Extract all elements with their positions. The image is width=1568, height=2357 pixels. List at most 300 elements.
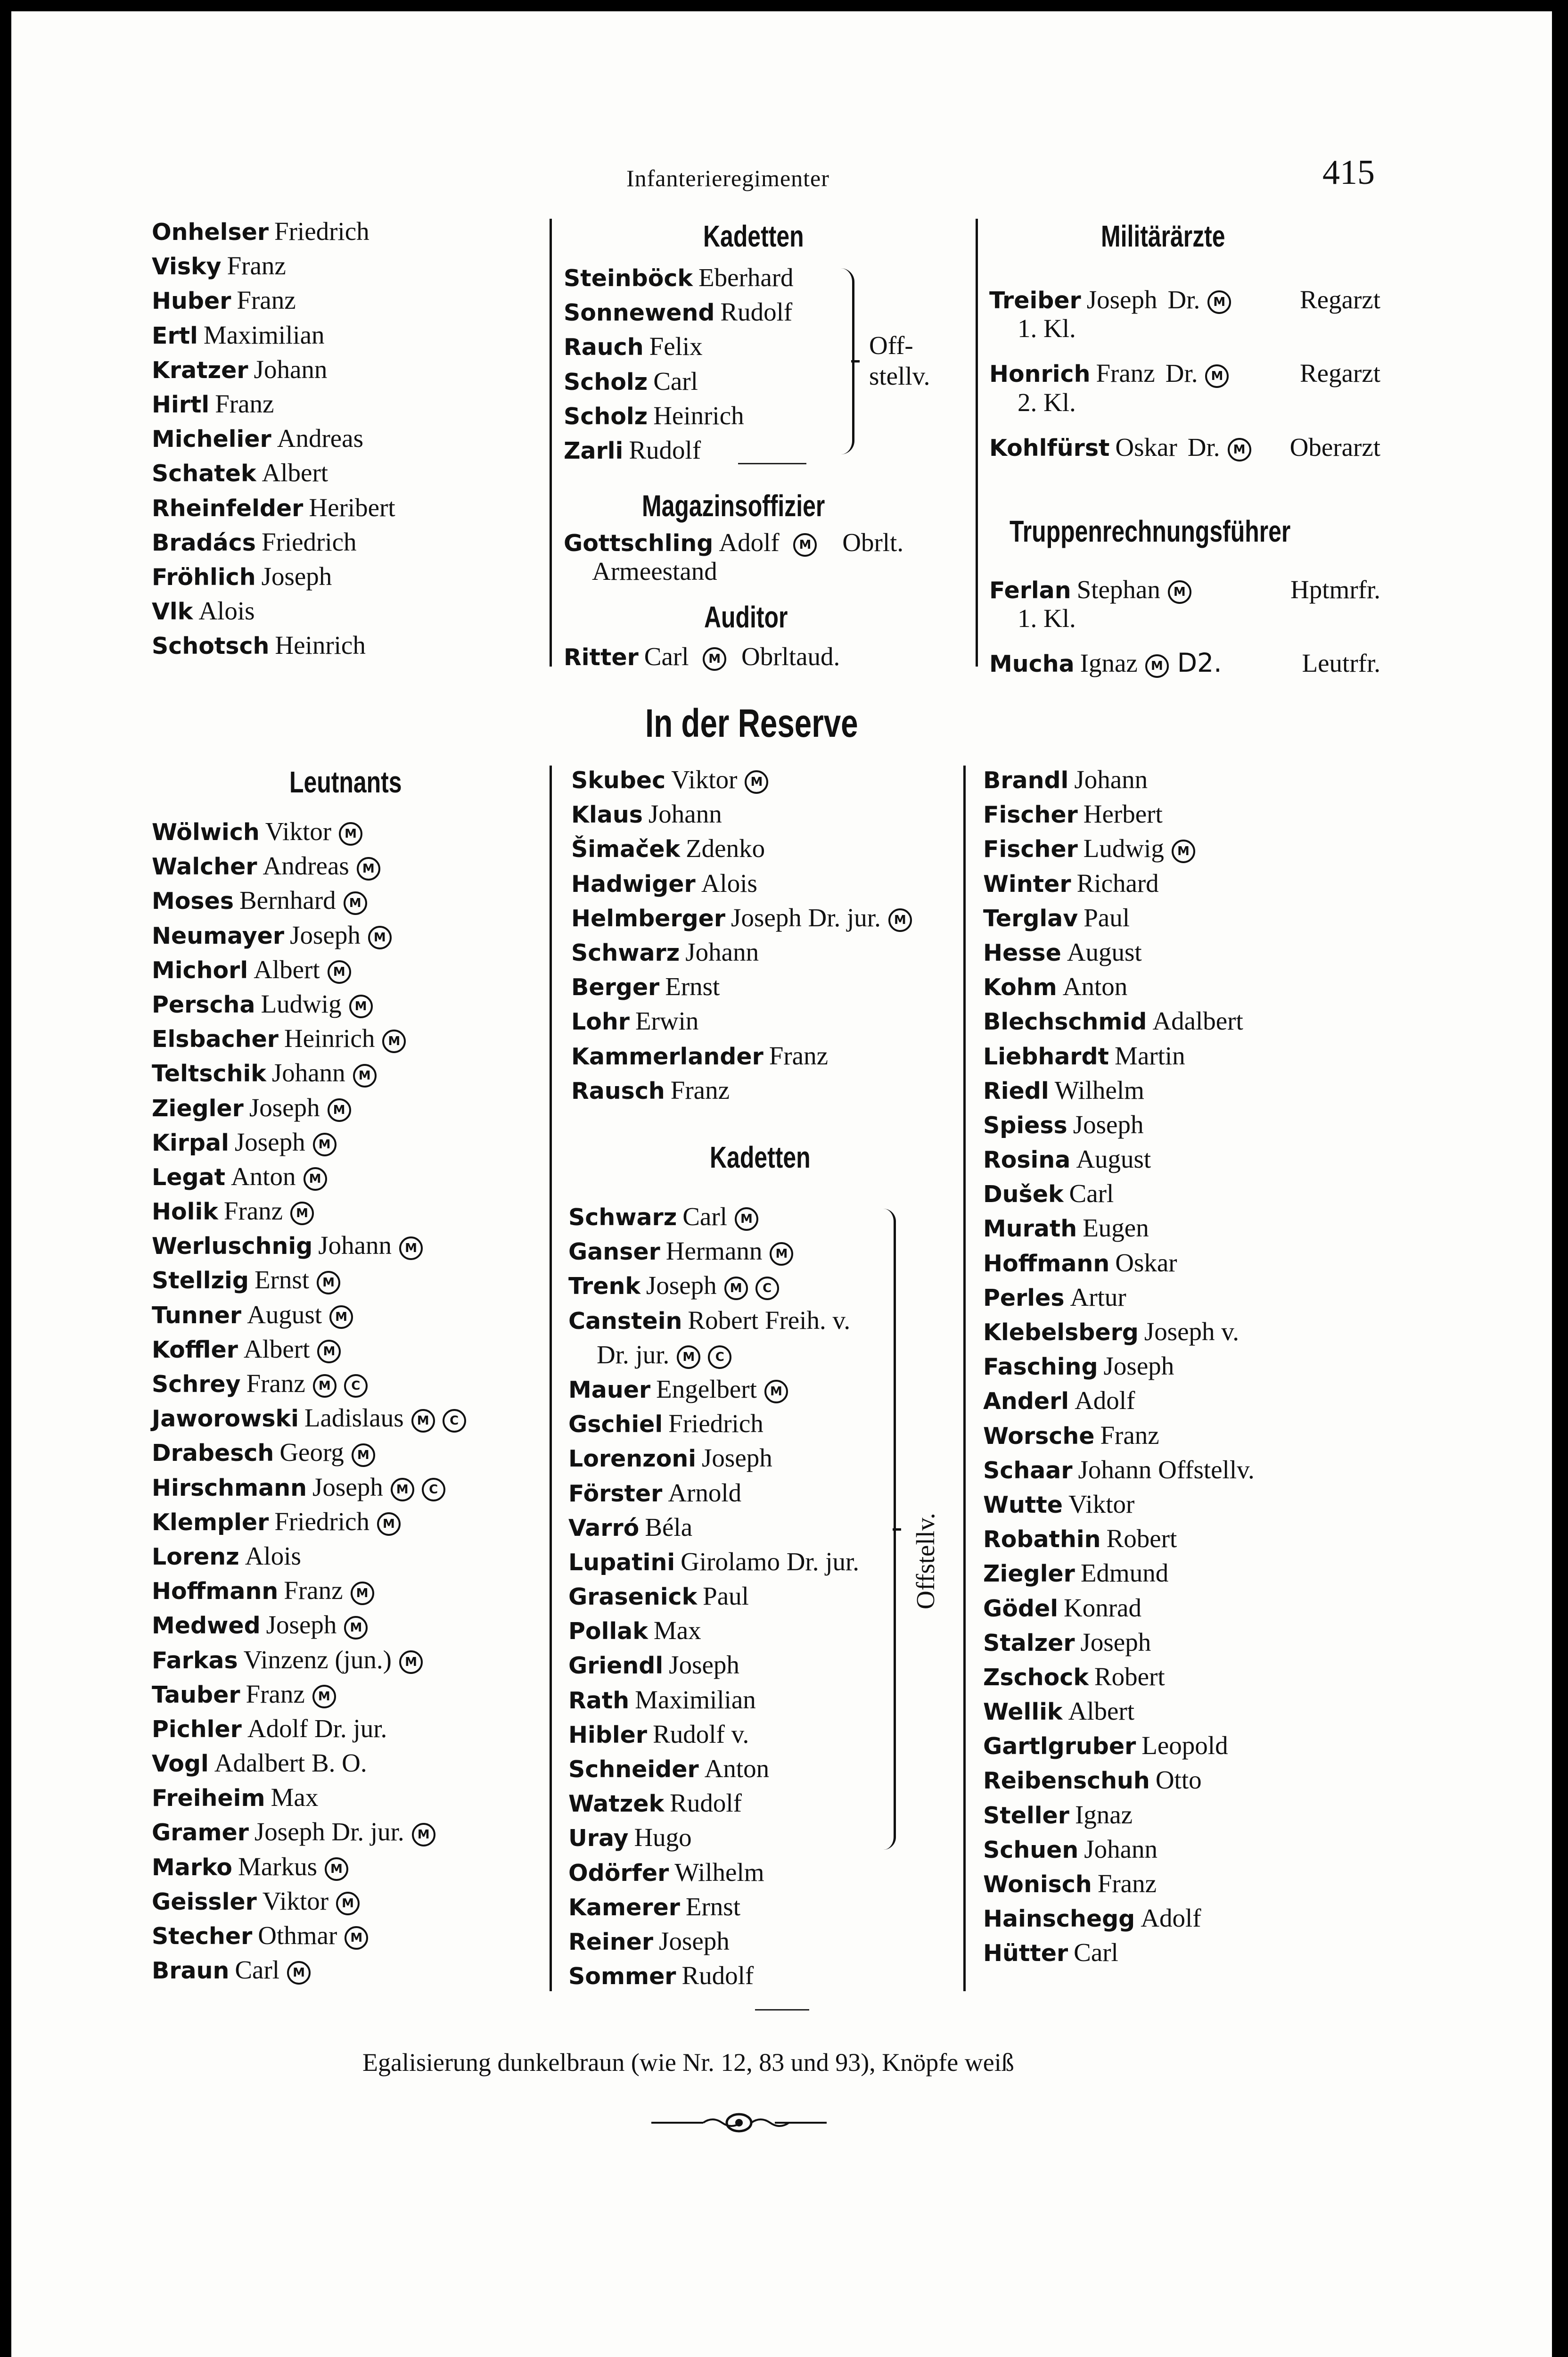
- surname: Reiner: [568, 1928, 654, 1955]
- surname: Klebelsberg: [983, 1319, 1139, 1346]
- given-name: Joseph: [659, 1926, 730, 1955]
- given-name: Erwin: [635, 1006, 699, 1036]
- surname: Fasching: [983, 1353, 1098, 1381]
- leutnant-row: [152, 1642, 466, 1677]
- given-name: Joseph v.: [1144, 1317, 1239, 1346]
- surname: Watzek: [568, 1790, 665, 1818]
- military-merit-icon: M: [336, 1892, 360, 1915]
- leutnant-row: [152, 1539, 466, 1573]
- military-merit-icon: M: [344, 1616, 368, 1640]
- given-name: Franz: [237, 286, 296, 315]
- military-merit-icon: M: [325, 1857, 348, 1881]
- given-name: Wilhelm: [674, 1857, 764, 1887]
- surname: Schotsch: [152, 633, 270, 660]
- rank-continuation: 2. Kl.: [1018, 387, 1076, 417]
- kadett-reserve-row: [568, 1579, 859, 1613]
- surname: Gartlgruber: [983, 1733, 1136, 1760]
- given-name: Stephan: [1076, 575, 1160, 604]
- reserve-row: [983, 1832, 1255, 1866]
- military-merit-icon: M: [1172, 840, 1195, 863]
- given-name: Heinrich: [653, 401, 744, 430]
- reserve-row: [983, 1452, 1255, 1487]
- surname: Ziegler: [152, 1095, 244, 1122]
- military-merit-icon: M: [677, 1345, 700, 1369]
- given-name: Arnold: [668, 1478, 742, 1507]
- military-merit-icon: M: [745, 770, 768, 794]
- surname: Mauer: [568, 1376, 651, 1403]
- surname: Braun: [152, 1957, 230, 1985]
- given-name: Hugo: [634, 1823, 692, 1852]
- reserve-row: [983, 762, 1255, 797]
- military-merit-icon: M: [703, 647, 726, 671]
- surname: Lorenz: [152, 1543, 239, 1570]
- military-merit-icon: M: [1207, 290, 1231, 314]
- given-name: Ludwig: [261, 989, 342, 1018]
- kadetten-top-list: [564, 260, 794, 467]
- kadett-reserve-row: [568, 1441, 859, 1475]
- officer-row: [152, 525, 395, 559]
- surname: Griendl: [568, 1652, 664, 1680]
- reserve-row: [571, 762, 912, 797]
- leutnant-row: [152, 918, 466, 952]
- surname: Schrey: [152, 1371, 241, 1398]
- reserve-row: [571, 831, 912, 865]
- crown-order-icon: C: [344, 1374, 368, 1398]
- surname: Berger: [571, 974, 660, 1001]
- given-name: Viktor: [671, 765, 738, 794]
- given-name: Bernhard: [239, 886, 336, 915]
- surname: Koffler: [152, 1336, 238, 1363]
- surname: Werluschnig: [152, 1233, 313, 1260]
- given-name: Maximilian: [203, 320, 325, 349]
- reserve-row: [571, 969, 912, 1004]
- surname: Förster: [568, 1480, 663, 1507]
- given-name: Joseph: [312, 1472, 383, 1501]
- surname: Odörfer: [568, 1859, 669, 1887]
- given-name: Rudolf v.: [653, 1719, 749, 1748]
- given-name: Joseph: [1073, 1110, 1144, 1139]
- military-merit-icon: M: [312, 1685, 336, 1708]
- leutnant-row: [152, 1055, 466, 1090]
- kadett-reserve-row: [568, 1510, 859, 1544]
- given-name: Oskar: [1115, 1248, 1177, 1277]
- given-name: Paul: [1084, 903, 1130, 932]
- military-merit-icon: M: [357, 857, 380, 881]
- kadett-row: [564, 295, 794, 329]
- surname: Ertl: [152, 322, 198, 349]
- surname: Hoffmann: [983, 1250, 1110, 1277]
- given-name: Ludwig: [1083, 834, 1164, 863]
- given-name: Robert: [1106, 1524, 1177, 1553]
- officer-row: [152, 283, 395, 317]
- leutnant-row: [152, 1262, 466, 1297]
- given-name: Zdenko: [686, 834, 765, 863]
- reserve-row: [983, 1487, 1255, 1521]
- surname: Huber: [152, 288, 231, 315]
- paper-sheet: [11, 11, 1552, 2357]
- column-rule-top-left: [550, 219, 552, 667]
- surname: Lupatini: [568, 1549, 675, 1576]
- military-merit-icon: M: [352, 1443, 375, 1467]
- surname: Schwarz: [571, 939, 680, 966]
- surname: Scholz: [564, 368, 648, 396]
- surname: Fischer: [983, 801, 1078, 829]
- military-merit-icon: M: [377, 1512, 401, 1536]
- surname: Scholz: [564, 403, 648, 430]
- column-rule-bottom-left: [550, 766, 552, 1991]
- military-merit-icon: M: [735, 1207, 758, 1231]
- surname: Michelier: [152, 426, 271, 453]
- given-name: Joseph: [1080, 1627, 1151, 1656]
- military-merit-icon: M: [411, 1409, 435, 1433]
- given-name: Franz: [215, 389, 274, 418]
- truppenrechnungsfuehrer-list: [989, 572, 1380, 681]
- given-name: Joseph: [266, 1610, 337, 1640]
- kadett-reserve-row: [568, 1717, 859, 1751]
- rank: Oberarzt: [1289, 432, 1380, 462]
- military-merit-icon: M: [1145, 654, 1169, 678]
- surname: Anderl: [983, 1388, 1069, 1415]
- given-name: Franz: [284, 1576, 343, 1605]
- surname: Vlk: [152, 598, 193, 626]
- given-name: Ignaz: [1080, 649, 1138, 678]
- given-name: Alois: [198, 596, 255, 626]
- given-name: Viktor: [262, 1886, 329, 1915]
- given-name: Max: [271, 1783, 319, 1812]
- given-name: Joseph: [234, 1127, 305, 1156]
- reserve-row: [983, 797, 1255, 831]
- leutnant-row: [152, 1366, 466, 1401]
- leutnant-row: [152, 1090, 466, 1125]
- surname: Mucha: [989, 651, 1075, 678]
- surname: Grasenick: [568, 1583, 698, 1611]
- surname: Kamerer: [568, 1894, 680, 1921]
- surname: Holik: [152, 1198, 218, 1226]
- given-name: Franz: [769, 1041, 829, 1070]
- leutnant-row: [152, 1435, 466, 1469]
- surname: Šimaček: [571, 836, 681, 863]
- ornament-icon: [651, 2111, 827, 2134]
- given-name: Carl: [644, 642, 689, 671]
- surname: Bradács: [152, 529, 256, 556]
- officer-row: [152, 421, 395, 455]
- reserve-row: [983, 935, 1255, 969]
- officer-row: [152, 318, 395, 352]
- kadetten-reserve-brace-label: Offstellv.: [911, 1513, 940, 1609]
- given-name: Andreas: [263, 851, 349, 881]
- kadett-reserve-row: [568, 1855, 859, 1889]
- surname: Kohm: [983, 974, 1057, 1001]
- surname: Zschock: [983, 1664, 1089, 1691]
- officer-row: [152, 352, 395, 387]
- egalisierung-note: Egalisierung dunkelbraun (wie Nr. 12, 83 und 93), Knöpfe weiß: [362, 2048, 1014, 2077]
- surname: Michorl: [152, 956, 248, 984]
- given-name: Johann Offstellv.: [1078, 1455, 1255, 1484]
- surname: Elsbacher: [152, 1026, 279, 1053]
- surname: Klaus: [571, 801, 643, 829]
- military-merit-icon: M: [339, 822, 362, 846]
- surname: Kirpal: [152, 1129, 229, 1156]
- surname: Vogl: [152, 1750, 209, 1778]
- militaeraerzte-heading: Militärärzte: [1101, 219, 1225, 253]
- surname: Visky: [152, 253, 222, 280]
- reserve-row: [983, 1418, 1255, 1452]
- reserve-row: [571, 1038, 912, 1073]
- brace-label-line-1: Off-: [869, 331, 913, 360]
- military-merit-icon: M: [1168, 580, 1191, 604]
- reserve-row: [983, 1556, 1255, 1590]
- given-name: Joseph: [702, 1443, 772, 1473]
- officer-row: [152, 628, 395, 662]
- reserve-row: [571, 1073, 912, 1107]
- running-title: Infanterieregimenter: [626, 165, 829, 191]
- leutnant-row: [152, 1780, 466, 1814]
- given-name: Franz: [1100, 1420, 1159, 1450]
- given-name: August: [1067, 937, 1142, 966]
- column-rule-bottom-right: [963, 766, 966, 1991]
- given-name: Ernst: [685, 1892, 740, 1921]
- given-name: Othmar: [258, 1921, 337, 1950]
- surname: Neumayer: [152, 922, 285, 949]
- surname: Hainschegg: [983, 1905, 1135, 1933]
- given-name: Friedrich: [274, 1507, 369, 1536]
- militaeraerzte-list: [989, 282, 1380, 464]
- kadett-row: [564, 364, 794, 398]
- kadett-reserve-row: [568, 1303, 859, 1337]
- surname: Hirtl: [152, 391, 210, 418]
- military-merit-icon: M: [724, 1277, 748, 1300]
- surname: Kammerlander: [571, 1043, 763, 1070]
- kadett-row: [564, 433, 794, 467]
- officer-row: [152, 455, 395, 490]
- surname: Drabesch: [152, 1440, 274, 1467]
- military-merit-icon: M: [382, 1030, 406, 1053]
- surname: Brandl: [983, 767, 1069, 794]
- kadett-reserve-row: [568, 1613, 859, 1648]
- given-name: Carl: [235, 1955, 280, 1985]
- kadett-reserve-row: [568, 1889, 859, 1924]
- surname: Skubec: [571, 767, 666, 794]
- leutnant-row: [152, 1504, 466, 1539]
- given-name: Joseph: [261, 561, 332, 591]
- military-merit-icon: M: [328, 960, 351, 984]
- surname: Trenk: [568, 1273, 640, 1300]
- reserve-row: [983, 1866, 1255, 1901]
- kadett-reserve-row: [568, 1234, 859, 1268]
- given-name: Joseph: [290, 920, 361, 949]
- given-name: Anton: [704, 1754, 770, 1783]
- leutnant-row: [152, 987, 466, 1021]
- given-name: Rudolf: [681, 1961, 754, 1990]
- military-merit-icon: M: [328, 1098, 351, 1122]
- given-name: Hermann: [665, 1236, 763, 1266]
- academic-title: Dr.: [1167, 285, 1200, 314]
- leutnant-row: [152, 1746, 466, 1780]
- surname: Kohlfürst: [989, 434, 1110, 462]
- given-name: Franz: [223, 1196, 283, 1226]
- officer-row: [152, 490, 395, 525]
- academic-title: Dr.: [1165, 359, 1198, 388]
- given-name: Franz: [246, 1679, 305, 1708]
- surname: Hibler: [568, 1721, 648, 1748]
- arzt-row: [989, 430, 1380, 464]
- reserve-row: [983, 1728, 1255, 1763]
- given-name: Max: [653, 1616, 701, 1645]
- given-name: Carl: [1074, 1938, 1118, 1967]
- leutnant-row: [152, 1607, 466, 1642]
- kadett-reserve-row: [568, 1475, 859, 1510]
- surname: Legat: [152, 1163, 226, 1191]
- truppenrechnungsfuehrer-heading: Truppenrechnungsführer: [1010, 514, 1291, 548]
- leutnant-row: [152, 1297, 466, 1332]
- reserve-row: [983, 1935, 1255, 1970]
- reserve-right-list: [983, 762, 1255, 1970]
- military-merit-icon: M: [290, 1202, 314, 1225]
- given-name: Ladislaus: [304, 1403, 404, 1433]
- reserve-row: [983, 831, 1255, 865]
- reserve-row: [983, 1038, 1255, 1073]
- kadett-reserve-row: [568, 1268, 859, 1302]
- given-name: Felix: [649, 332, 703, 361]
- leutnant-row: [152, 1470, 466, 1504]
- reserve-middle-list: [571, 762, 912, 1107]
- rank-continuation: 1. Kl.: [1018, 314, 1076, 343]
- kadetten-top-brace-tip: [851, 360, 860, 363]
- given-name: Artur: [1070, 1282, 1126, 1311]
- military-merit-icon: M: [345, 1926, 368, 1950]
- reserve-row: [983, 1521, 1255, 1556]
- military-merit-icon: M: [770, 1242, 793, 1266]
- surname: Gödel: [983, 1595, 1058, 1622]
- officer-row: [152, 559, 395, 593]
- kadett-reserve-row: [597, 1337, 859, 1372]
- given-name: Viktor: [1068, 1489, 1135, 1518]
- given-name: Franz: [246, 1369, 305, 1398]
- military-merit-icon: M: [344, 891, 367, 915]
- given-name: Maximilian: [635, 1685, 756, 1714]
- given-name: Adolf: [719, 528, 780, 557]
- kadett-reserve-row: [568, 1786, 859, 1820]
- leutnant-row: [152, 849, 466, 883]
- surname: Freiheim: [152, 1785, 265, 1812]
- reserve-row: [983, 1901, 1255, 1935]
- reserve-row: [983, 1073, 1255, 1107]
- given-name: Viktor: [265, 817, 332, 846]
- reserve-row: [571, 1004, 912, 1038]
- surname: Schaar: [983, 1457, 1073, 1484]
- given-name: Vinzenz (jun.): [243, 1645, 392, 1674]
- reserve-row: [983, 1591, 1255, 1625]
- surname: Fröhlich: [152, 563, 256, 591]
- given-name: Paul: [703, 1582, 749, 1611]
- surname: Hirschmann: [152, 1474, 307, 1501]
- given-name: Anton: [1062, 972, 1128, 1001]
- magazinsoffizier-entry: [564, 525, 903, 588]
- reserve-row: [983, 1659, 1255, 1694]
- military-merit-icon: M: [412, 1823, 435, 1846]
- surname: Canstein: [568, 1307, 682, 1335]
- surname: Wutte: [983, 1491, 1063, 1518]
- surname: Honrich: [989, 361, 1091, 388]
- officer-row: [152, 593, 395, 628]
- surname: Sommer: [568, 1963, 676, 1990]
- surname: Rauch: [564, 334, 644, 361]
- rank: Obrlt.: [842, 528, 904, 557]
- military-merit-icon: M: [351, 1582, 374, 1605]
- surname: Winter: [983, 870, 1071, 898]
- surname: Pollak: [568, 1618, 648, 1645]
- given-name: Johann: [1084, 1834, 1158, 1863]
- given-name: Konrad: [1064, 1593, 1141, 1622]
- surname: Helmberger: [571, 905, 726, 932]
- surname: Jaworowski: [152, 1405, 299, 1433]
- surname: Schatek: [152, 460, 256, 487]
- reserve-row: [983, 1694, 1255, 1728]
- leutnant-row: [152, 1711, 466, 1746]
- leutnants-list: [152, 814, 466, 1987]
- given-name: Eugen: [1083, 1213, 1149, 1243]
- surname: Moses: [152, 888, 234, 915]
- reserve-heading: In der Reserve: [645, 701, 858, 745]
- leutnant-row: [152, 1228, 466, 1262]
- surname: Treiber: [989, 287, 1081, 314]
- given-name: Franz: [1097, 1869, 1157, 1898]
- auditor-line: [564, 639, 840, 674]
- given-name: Eberhard: [698, 263, 794, 292]
- kadetten-top-rule: [738, 463, 806, 464]
- academic-title: Dr.: [1187, 432, 1220, 462]
- military-merit-icon: M: [1205, 364, 1229, 388]
- surname: Wölwich: [152, 819, 260, 846]
- given-name: Ernst: [254, 1265, 310, 1294]
- reserve-row: [983, 1245, 1255, 1280]
- surname: Gottschling: [564, 530, 714, 557]
- brace-label-line-2: stellv.: [869, 362, 930, 391]
- surname: Hesse: [983, 939, 1061, 966]
- kadett-reserve-row: [568, 1751, 859, 1786]
- surname: Varró: [568, 1514, 640, 1541]
- kadetten-reserve-brace-tip: [893, 1528, 901, 1531]
- surname: Fischer: [983, 836, 1078, 863]
- kadett-reserve-row: [568, 1682, 859, 1717]
- given-name: Wilhelm: [1054, 1075, 1144, 1104]
- reserve-row: [983, 1176, 1255, 1211]
- surname: Ferlan: [989, 577, 1071, 604]
- surname: Stellzig: [152, 1267, 249, 1294]
- leutnant-row: [152, 1918, 466, 1953]
- given-name: Leopold: [1141, 1731, 1228, 1760]
- leutnant-row: [152, 1159, 466, 1194]
- given-name: Engelbert: [656, 1374, 757, 1403]
- given-name: Richard: [1076, 868, 1159, 898]
- military-merit-icon: M: [313, 1133, 337, 1156]
- given-name: Joseph Dr. jur.: [254, 1817, 404, 1846]
- kadetten-reserve-list: [568, 1199, 859, 1993]
- surname: Stalzer: [983, 1629, 1075, 1656]
- leutnant-row: [152, 1677, 466, 1711]
- military-merit-icon: M: [793, 533, 817, 557]
- given-name: Johann: [1074, 765, 1148, 794]
- magazinsoffizier-continuation: Armeestand: [592, 557, 717, 586]
- crown-order-icon: C: [755, 1277, 779, 1300]
- surname: Klempler: [152, 1508, 269, 1536]
- surname: Reibenschuh: [983, 1767, 1150, 1795]
- given-name: Ignaz: [1075, 1800, 1133, 1829]
- kadett-reserve-row: [568, 1372, 859, 1406]
- surname: Ganser: [568, 1238, 660, 1266]
- surname: Pichler: [152, 1715, 242, 1743]
- given-name: Dr. jur.: [597, 1340, 670, 1369]
